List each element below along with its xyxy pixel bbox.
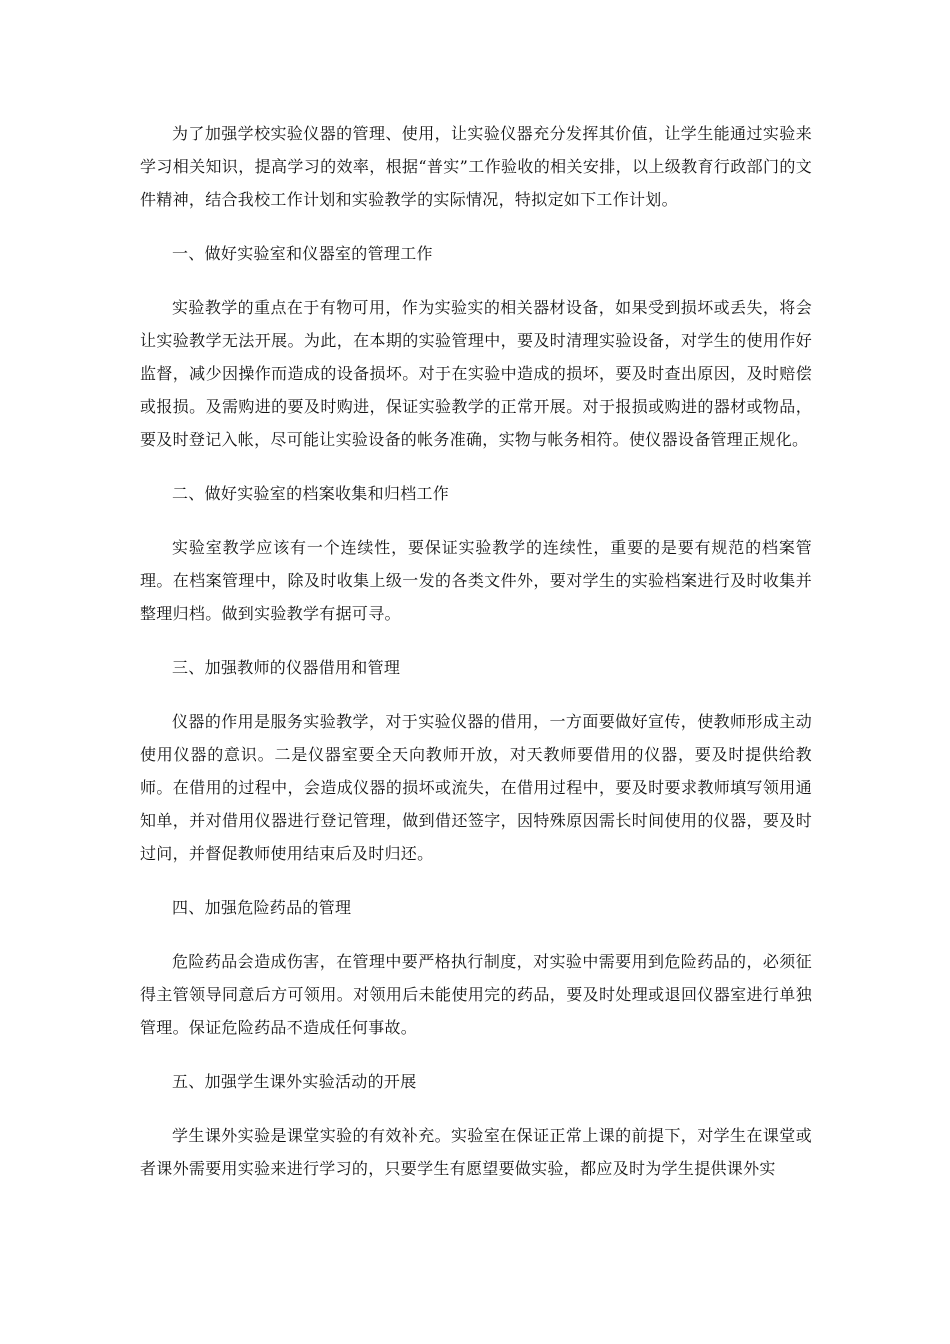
section-paragraph-2: 实验室教学应该有一个连续性，要保证实验教学的连续性，重要的是要有规范的档案管理。在档案管理中，除及时收集上级一发的各类文件外，要对学生的实验档案进行及时收集并整理归档。做到实验教学有据可寻。 — [140, 538, 812, 623]
intro-paragraph: 为了加强学校实验仪器的管理、使用，让实验仪器充分发挥其价值，让学生能通过实验来学习相关知识，提高学习的效率，根据“普实”工作验收的相关安排，以上级教育行政部门的文件精神，结合我校工作计划和实验教学的实际情况，特拟定如下工作计划。 — [140, 124, 812, 209]
section-paragraph-5: 学生课外实验是课堂实验的有效补充。实验室在保证正常上课的前提下，对学生在课堂或者课外需要用实验来进行学习的，只要学生有愿望要做实验，都应及时为学生提供课外实 — [140, 1126, 812, 1178]
section-heading-2: 二、做好实验室的档案收集和归档工作 — [172, 484, 450, 503]
section-heading-3: 三、加强教师的仪器借用和管理 — [172, 658, 401, 677]
section-paragraph-4: 危险药品会造成伤害，在管理中要严格执行制度，对实验中需要用到危险药品的，必须征得主管领导同意后方可领用。对领用后未能使用完的药品，要及时处理或退回仪器室进行单独管理。保证危险药品不造成任何事故。 — [140, 952, 812, 1037]
section-paragraph-3: 仪器的作用是服务实验教学，对于实验仪器的借用，一方面要做好宣传，使教师形成主动使用仪器的意识。二是仪器室要全天向教师开放，对天教师要借用的仪器，要及时提供给教师。在借用的过程中，会造成仪器的损坏或流失，在借用过程中，要及时要求教师填写领用通知单，并对借用仪器进行登记管理，做到借还签字，因特殊原因需长时间使用的仪器，要及时过问，并督促教师使用结束后及时归还。 — [140, 712, 812, 863]
section-paragraph-1: 实验教学的重点在于有物可用，作为实验实的相关器材设备，如果受到损坏或丢失，将会让实验教学无法开展。为此，在本期的实验管理中，要及时清理实验设备，对学生的使用作好监督，减少因操作而造成的设备损坏。对于在实验中造成的损坏，要及时查出原因，及时赔偿或报损。及需购进的要及时购进，保证实验教学的正常开展。对于报损或购进的器材或物品，要及时登记入帐，尽可能让实验设备的帐务准确，实物与帐务相符。使仪器设备管理正规化。 — [140, 298, 812, 449]
section-heading-4: 四、加强危险药品的管理 — [172, 898, 352, 917]
section-heading-5: 五、加强学生课外实验活动的开展 — [172, 1072, 417, 1091]
section-heading-1: 一、做好实验室和仪器室的管理工作 — [172, 244, 433, 263]
document-body — [140, 117, 812, 1206]
